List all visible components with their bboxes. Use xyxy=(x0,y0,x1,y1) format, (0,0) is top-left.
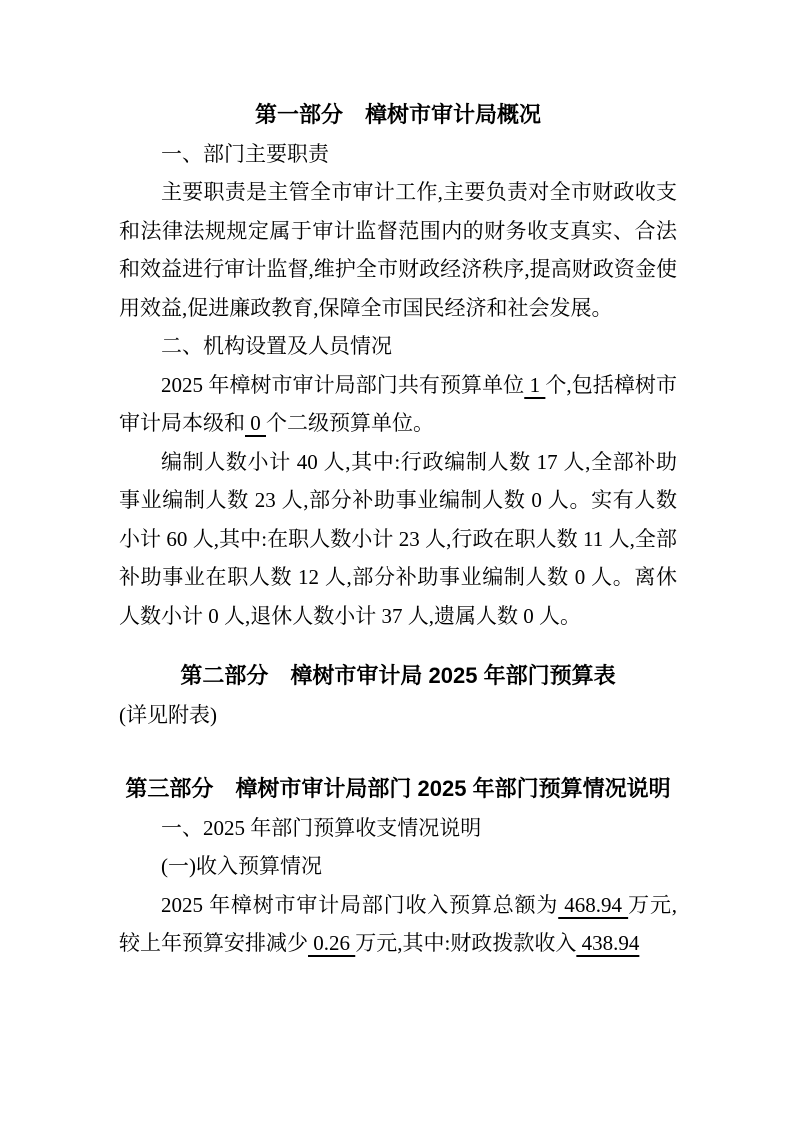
part3-subsection1-heading: (一)收入预算情况 xyxy=(161,854,322,878)
part2-title: 第二部分 樟树市审计局 2025 年部门预算表 xyxy=(180,663,616,688)
text-run: 2025 年樟树市审计局部门收入预算总额为 xyxy=(161,892,559,917)
text-run: 个二级预算单位。 xyxy=(266,411,434,435)
text-run: 个,包括樟树市审计局本级和 xyxy=(119,372,677,435)
underlined-value-total-income-budget: 468.94 xyxy=(558,892,629,917)
part1-section1-heading: 一、部门主要职责 xyxy=(161,141,329,166)
underlined-value-secondary-unit-count: 0 xyxy=(245,411,266,435)
underlined-value-fiscal-allocation-income: 438.94 xyxy=(576,931,640,955)
part1-section2-heading: 二、机构设置及人员情况 xyxy=(161,334,392,358)
underlined-value-budget-unit-count: 1 xyxy=(524,372,546,397)
part3-title: 第三部分 樟树市审计局部门 2025 年部门预算情况说明 xyxy=(125,776,671,801)
part3-section1-heading: 一、2025 年部门预算收支情况说明 xyxy=(161,815,482,840)
text-run: 2025 年樟树市审计局部门共有预算单位 xyxy=(161,372,525,397)
part3-income-paragraph xyxy=(119,886,677,963)
text-run: 万元,较上年预算安排减少 xyxy=(119,892,678,955)
part1-section2-paragraph1 xyxy=(119,366,677,443)
part1-section1-paragraph: 主要职责是主管全市审计工作,主要负责对全市财政收支和法律法规规定属于审计监督范围内的财务收支真实、合法和效益进行审计监督,维护全市财政经济秩序,提高财政资金使用效益,促进廉政教育,保障全市国民经济和社会发展。 xyxy=(119,180,677,320)
part1-section2-paragraph2: 编制人数小计 40 人,其中:行政编制人数 17 人,全部补助事业编制人数 23 人,部分补助事业编制人数 0 人。实有人数小计 60 人,其中:在职人数小计 23 人,行政在职人数 11 人,全部补助事业在职人数 12 人,部分补助事业编制人数 0 人。离休人数小计 0 人,退休人数小计 37 人,遗属人数 0 人。 xyxy=(119,449,677,628)
text-run: 万元,其中:财政拨款收入 xyxy=(355,931,577,955)
underlined-value-decrease-amount: 0.26 xyxy=(308,931,356,955)
part1-title: 第一部分 樟树市审计局概况 xyxy=(254,102,541,127)
part2-note: (详见附表) xyxy=(119,702,217,727)
